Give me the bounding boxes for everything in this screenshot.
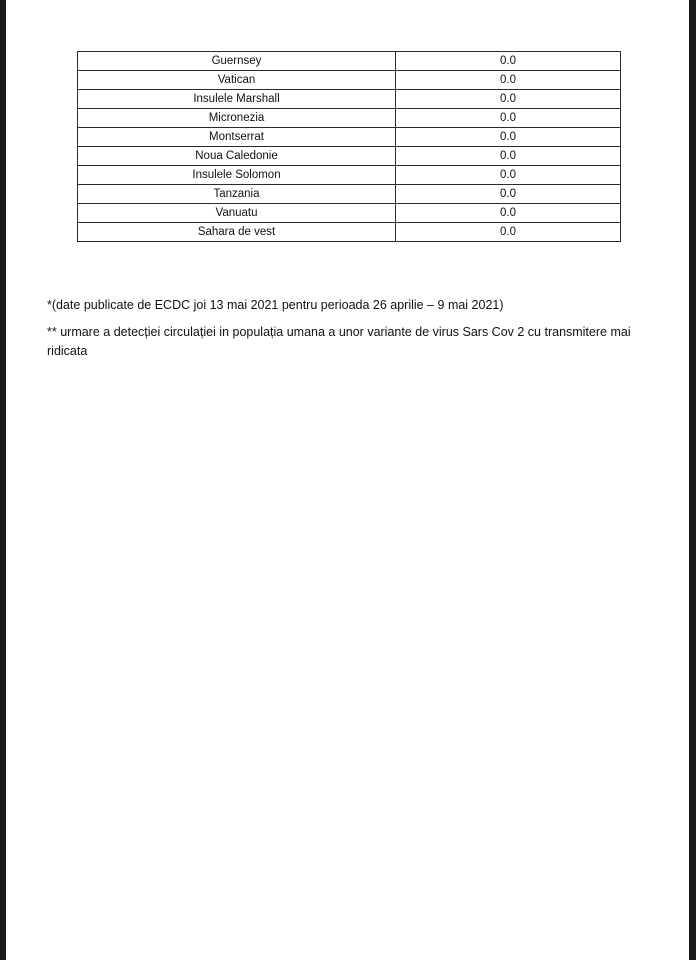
country-cell: Guernsey <box>78 52 396 71</box>
value-cell: 0.0 <box>396 71 621 90</box>
table-row <box>78 90 621 109</box>
value-cell: 0.0 <box>396 128 621 147</box>
table-row <box>78 109 621 128</box>
value-cell: 0.0 <box>396 166 621 185</box>
country-cell: Insulele Marshall <box>78 90 396 109</box>
table-row <box>78 223 621 242</box>
table-row <box>78 52 621 71</box>
table-row <box>78 147 621 166</box>
country-cell: Noua Caledonie <box>78 147 396 166</box>
country-incidence-table <box>77 51 621 242</box>
footnotes <box>47 296 657 369</box>
country-cell: Montserrat <box>78 128 396 147</box>
footnote-variants: ** urmare a detecției circulației in populația umana a unor variante de virus Sars Cov 2 cu transmitere mai ridicata <box>47 325 631 358</box>
country-cell: Vanuatu <box>78 204 396 223</box>
document-page <box>6 0 689 960</box>
table-row <box>78 71 621 90</box>
value-cell: 0.0 <box>396 223 621 242</box>
value-cell: 0.0 <box>396 185 621 204</box>
country-cell: Vatican <box>78 71 396 90</box>
value-cell: 0.0 <box>396 204 621 223</box>
footnote-source: *(date publicate de ECDC joi 13 mai 2021 pentru perioada 26 aprilie – 9 mai 2021) <box>47 298 504 312</box>
table-row <box>78 128 621 147</box>
country-cell: Sahara de vest <box>78 223 396 242</box>
value-cell: 0.0 <box>396 109 621 128</box>
country-cell: Tanzania <box>78 185 396 204</box>
table-row <box>78 166 621 185</box>
value-cell: 0.0 <box>396 52 621 71</box>
value-cell: 0.0 <box>396 90 621 109</box>
country-cell: Micronezia <box>78 109 396 128</box>
table-row <box>78 185 621 204</box>
table-row <box>78 204 621 223</box>
country-cell: Insulele Solomon <box>78 166 396 185</box>
country-table-wrapper <box>77 51 621 242</box>
value-cell: 0.0 <box>396 147 621 166</box>
